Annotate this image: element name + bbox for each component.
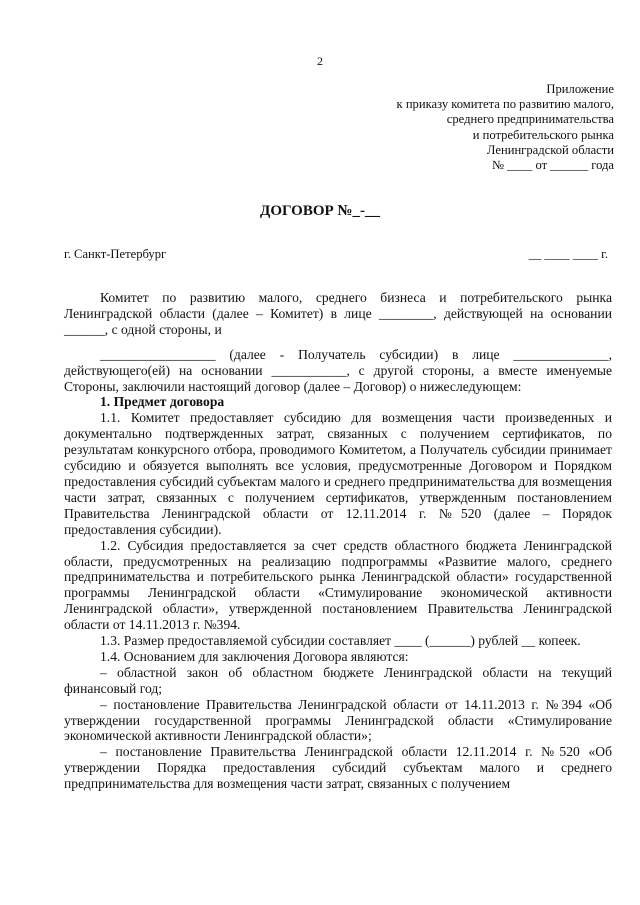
intro-paragraph: Комитет по развитию малого, среднего бизнеса и потребительского рынка Ленинградской области (далее – Комитет) в лице ________, действующей на основании ______, с одной стороны, и: [64, 290, 612, 337]
clause-1-2: 1.2. Субсидия предоставляется за счет средств областного бюджета Ленинградской области, предусмотренных на реализацию подпрограммы «Развитие малого, среднего предпринимательства и потребительского рынка Ленинградской области» государственной программы Ленинградской области «Стимулирование экономической активности Ленинградской области», утвержденной постановлением Правительства Ленинградской области от 14.11.2013 г. №394.: [64, 537, 612, 633]
basis-item: – постановление Правительства Ленинградской области от 14.11.2013 г. №394 «Об утверждении государственной программы Ленинградской области «Стимулирование экономической активности Ленинградской области»;: [64, 696, 612, 744]
intro-paragraph: _________________ (далее - Получатель субсидии) в лице ______________, действующего(ей) на основании ___________, с другой стороны, а вместе именуемые Стороны, заключили настоящий договор (далее – Договор) о нижеследующем:: [64, 346, 612, 394]
basis-item: – областной закон об областном бюджете Ленинградской области на текущий финансовый год;: [64, 664, 612, 696]
appendix-line: № ____ от ______ года: [492, 158, 614, 173]
appendix-line: к приказу комитета по развитию малого,: [396, 97, 614, 112]
appendix-line: Ленинградской области: [486, 142, 614, 157]
place: г. Санкт-Петербург: [64, 247, 167, 261]
clause-1-1: 1.1. Комитет предоставляет субсидию для возмещения части произведенных и документально подтвержденных затрат, связанных с получением сертификатов, по результатам конкурсного отбора, проводимого Комитетом, а Получатель субсидии принимает субсидию и обязуется выполнять все условия, предусмотренные Договором и Порядком предоставления субсидий субъектам малого и среднего предпринимательства для возмещения части затрат, связанных с получением сертификатов, утвержденным постановлением Правительства Ленинградской области от 12.11.2014 г. №520 (далее – Порядок предоставления субсидии).: [64, 410, 612, 537]
appendix-block: [397, 82, 614, 173]
paragraph-gap: [64, 338, 612, 347]
date: __ ____ ____ г.: [528, 247, 608, 261]
clause-1-4: 1.4. Основанием для заключения Договора являются:: [100, 648, 409, 664]
page-number: 2: [317, 54, 323, 68]
document-body: [64, 290, 612, 792]
appendix-line: среднего предпринимательства: [446, 112, 614, 127]
clause-1-3: 1.3. Размер предоставляемой субсидии составляет ____ (______) рублей __ копеек.: [100, 633, 581, 649]
appendix-line: Приложение: [546, 82, 614, 96]
appendix-line: и потребительского рынка: [472, 127, 614, 142]
basis-item: – постановление Правительства Ленинградской области 12.11.2014 г. №520 «Об утверждении Порядка предоставления субсидий субъектам малого и среднего предпринимательства для возмещения части затрат, связанных с получением: [64, 744, 612, 792]
document-title: ДОГОВОР №_-__: [260, 203, 380, 219]
section-heading: 1. Предмет договора: [100, 394, 225, 410]
